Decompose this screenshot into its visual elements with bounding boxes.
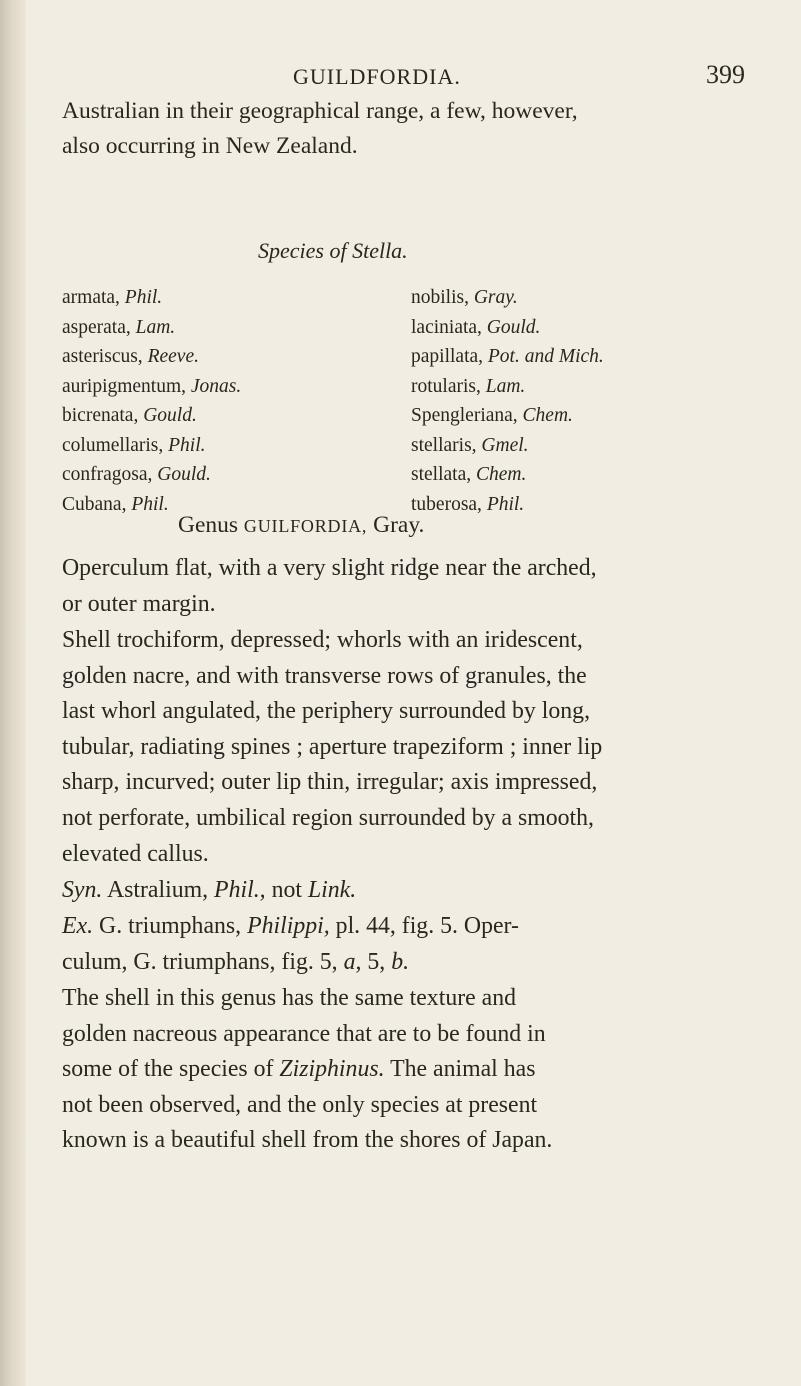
syn-line [62,873,742,909]
syn-paragraph [62,873,742,909]
species-entry [62,460,362,490]
species-entry [62,401,362,431]
intro-line: Australian in their geographical range, a few, however, [62,98,578,124]
species-list-left [62,283,362,519]
text-line: The shell in this genus has the same texture and [62,985,517,1011]
genus-reference: Ziziphinus. [279,1056,385,1083]
species-author: Phil. [486,493,525,515]
text-line: elevated callus. [62,840,209,867]
example-line [62,909,742,945]
genus-prefix: Genus [178,512,239,538]
syn-text: Astralium, [106,877,209,903]
species-name: columellaris, [62,434,164,456]
species-author: Gould. [157,464,211,485]
species-name: armata, [62,287,120,308]
species-name: asteriscus, [62,346,143,367]
species-name: laciniata, [411,316,482,338]
text-line: golden nacre, and with transverse rows of granules, the [62,662,587,689]
species-author: Reeve. [147,346,199,367]
operculum-paragraph [62,551,742,622]
text-line: last whorl angulated, the periphery surrounded by long, [62,698,591,725]
intro-paragraph [62,94,742,164]
text-fragment: some of the species of [62,1056,280,1083]
page-number: 399 [706,60,745,89]
example-figure-letter: a, [343,948,362,975]
species-entry [62,342,362,372]
closing-paragraph [62,981,742,1159]
species-name: papillata, [411,346,484,367]
species-author: Gray. [473,287,518,308]
example-line [62,945,742,981]
syn-other: Link. [307,877,357,903]
species-name: tuberosa, [411,493,482,515]
species-entry [411,283,761,313]
example-label: Ex. [62,913,94,939]
species-author: Jonas. [190,375,242,397]
species-author: Gould. [143,405,197,426]
text-line: not perforate, umbilical region surrounded by a smooth, [62,804,594,831]
species-name: rotularis, [411,375,481,397]
species-author: Lam. [135,316,176,338]
species-entry [62,372,362,402]
text-line: not been observed, and the only species at present [62,1091,538,1118]
example-paragraph [62,909,742,980]
text-line: golden nacreous appearance that are to be found in [62,1020,546,1047]
text-line: Operculum flat, with a very slight ridge near the arched, [62,555,597,581]
example-author: Philippi, [247,913,330,939]
species-author: Phil. [168,434,206,456]
text-line: or outer margin. [62,590,216,617]
species-entry [411,431,761,461]
species-name: nobilis, [411,287,469,308]
species-author: Phil. [131,493,169,515]
species-author: Pot. and Mich. [487,346,604,367]
example-text: pl. 44, fig. 5. Oper- [335,913,519,939]
example-text: 5, [367,948,386,975]
genus-heading [178,512,424,539]
species-list-right [411,283,761,519]
species-name: confragosa, [62,464,153,485]
genus-author: Gray. [373,512,425,538]
species-author: Gmel. [481,434,529,456]
text-fragment: The animal has [384,1056,536,1083]
text-line: Shell trochiform, depressed; whorls with an iridescent, [62,627,583,653]
species-entry [62,283,362,313]
species-author: Chem. [475,464,527,485]
syn-label: Syn. [62,877,103,903]
species-name: Spengleriana, [411,405,518,426]
species-entry [411,460,761,490]
example-figure-letter: b. [391,948,410,975]
text-line: known is a beautiful shell from the shores of Japan. [62,1127,553,1154]
species-entry [411,490,761,520]
species-author: Lam. [485,375,526,397]
species-name: bicrenata, [62,405,139,426]
species-entry [62,313,362,343]
species-name: asperata, [62,316,131,338]
example-text: culum, G. triumphans, fig. 5, [62,948,338,975]
species-author: Gould. [486,316,541,338]
species-entry [411,401,761,431]
species-name: stellata, [411,464,472,485]
species-author: Phil. [124,287,163,308]
species-author: Chem. [522,405,573,426]
genus-name: GUILFORDIA, [243,516,368,536]
running-head: GUILDFORDIA. [293,64,461,89]
syn-author: Phil., [214,877,266,903]
species-entry [62,431,362,461]
species-name: auripigmentum, [62,375,187,397]
example-text: G. triumphans, [99,913,242,939]
species-name: stellaris, [411,434,477,456]
species-heading: Species of Stella. [258,238,408,263]
text-line [62,1052,742,1088]
species-entry [411,313,761,343]
intro-line: also occurring in New Zealand. [62,133,358,159]
species-entry [411,372,761,402]
shell-paragraph [62,623,742,872]
species-entry [411,342,761,372]
syn-not: not [271,877,302,903]
text-line: tubular, radiating spines ; aperture trapeziform ; inner lip [62,733,603,760]
text-line: sharp, incurved; outer lip thin, irregular; axis impressed, [62,769,598,796]
species-name: Cubana, [62,493,127,515]
